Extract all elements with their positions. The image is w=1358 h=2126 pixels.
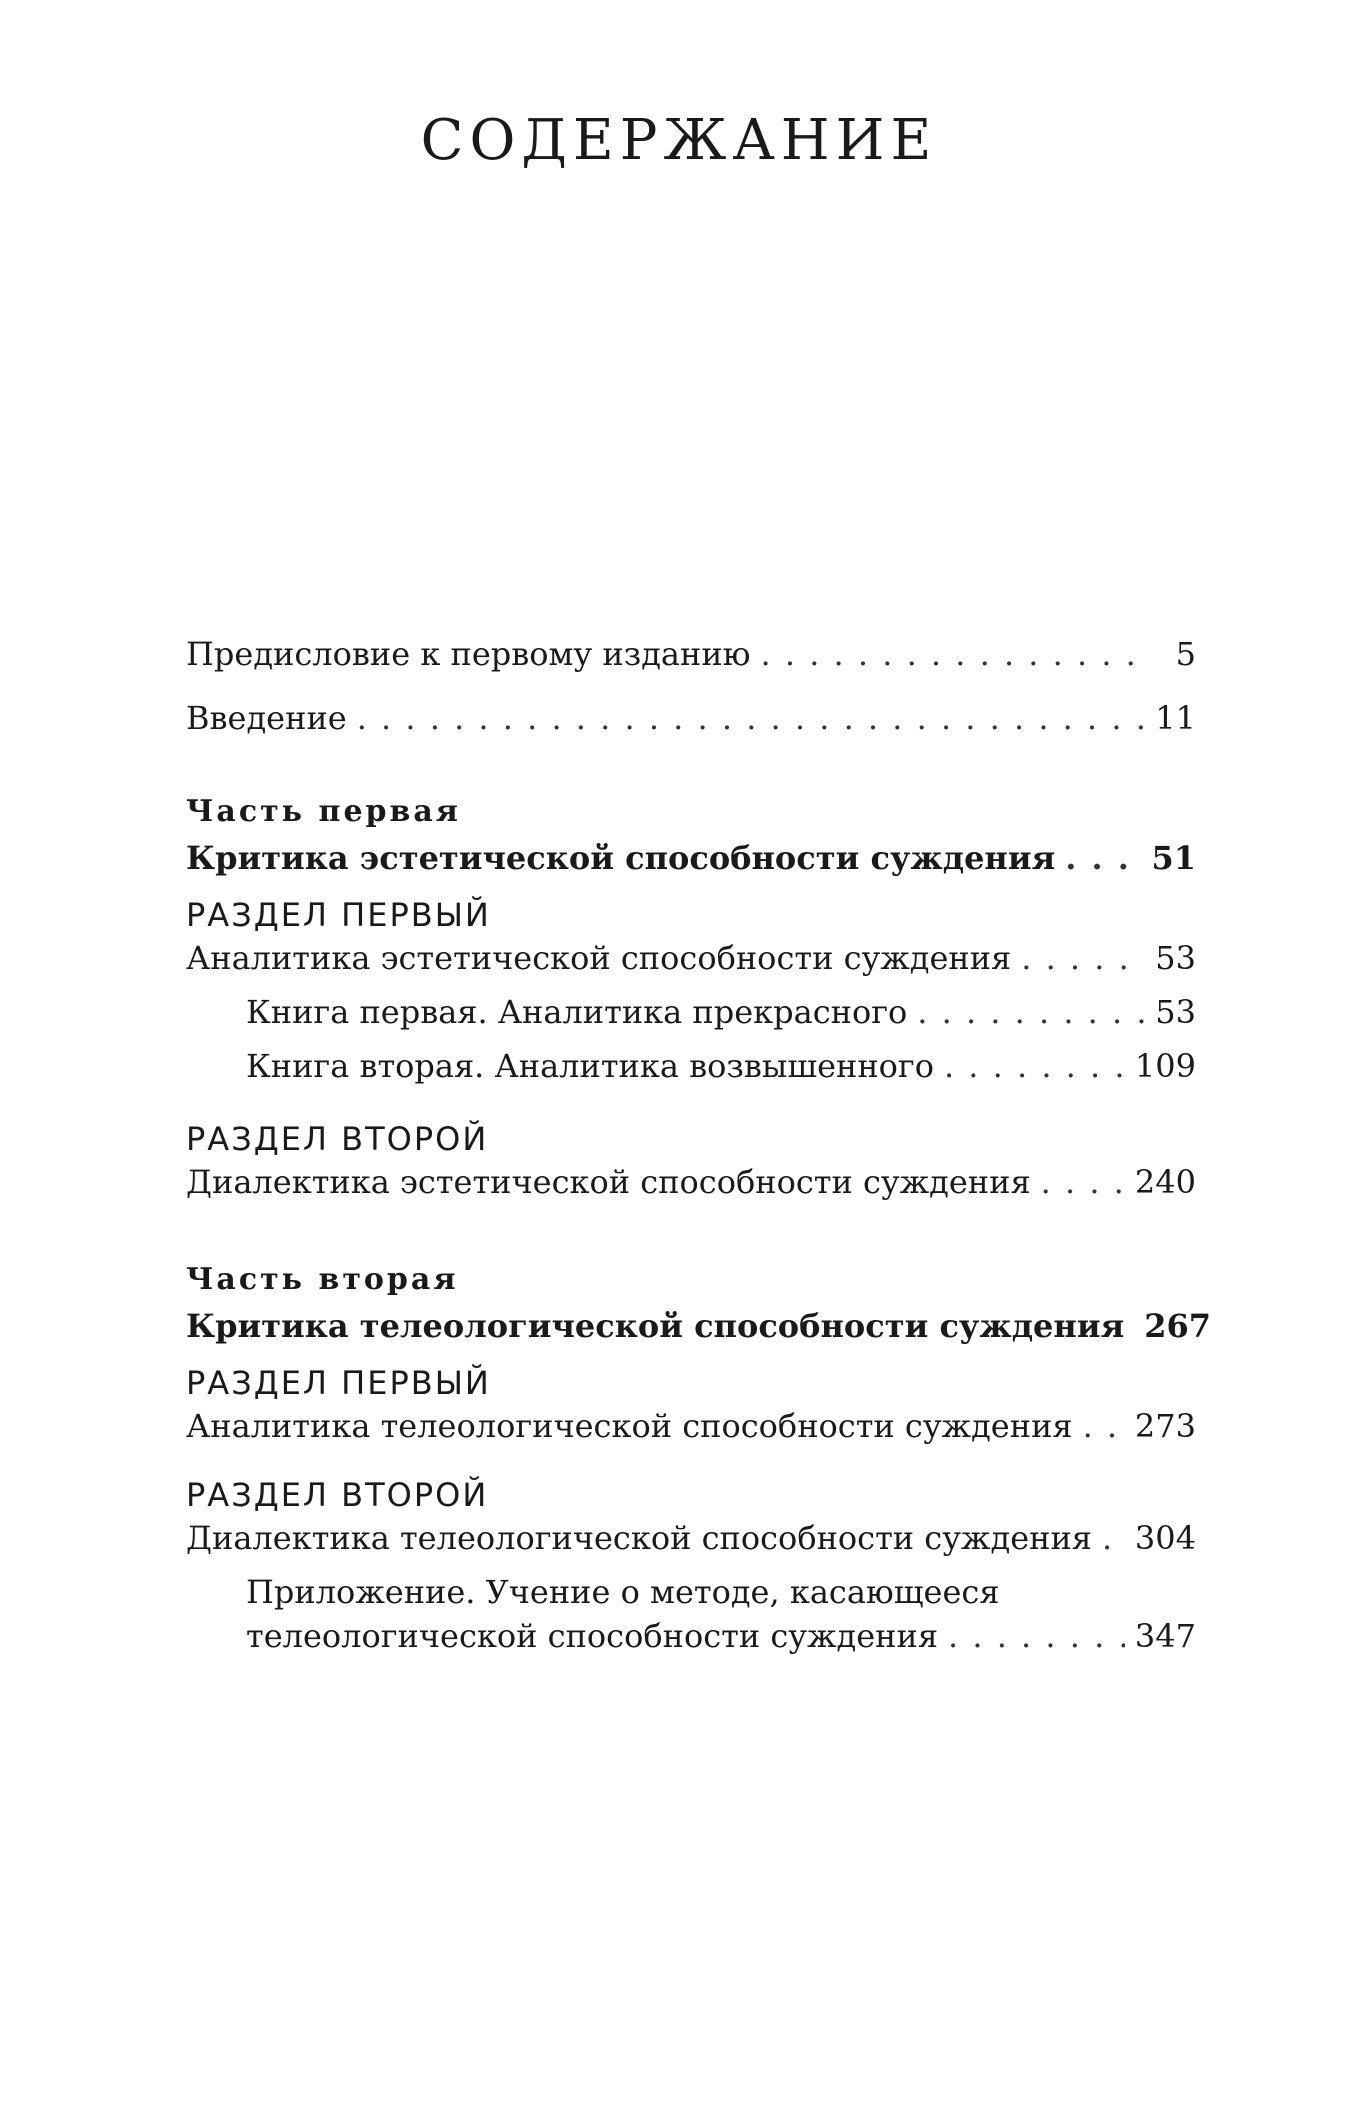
toc-entry-title: Книга первая. Аналитика прекрасного (246, 993, 908, 1031)
toc-entry-part2-section1[interactable] (186, 1404, 1196, 1448)
toc-page-number: 11 (1155, 699, 1196, 737)
toc-entry-title: Аналитика эстетической способности суждения (186, 939, 1012, 977)
toc-page-number: 51 (1151, 839, 1196, 877)
toc-entry-book1[interactable] (186, 990, 1196, 1034)
leader-dots (761, 632, 1147, 676)
toc-entry-title: Диалектика телеологической способности суждения (186, 1519, 1092, 1557)
section-label-1-1: РАЗДЕЛ ПЕРВЫЙ (186, 896, 491, 934)
toc-entry-intro[interactable] (186, 696, 1196, 740)
leader-dots (1065, 836, 1141, 880)
toc-entry-title: Введение (186, 699, 347, 737)
toc-page-number: 109 (1134, 1047, 1196, 1085)
toc-page-number: 53 (1155, 993, 1196, 1031)
toc-entry-title: Аналитика телеологической способности суждения (186, 1407, 1073, 1445)
leader-dots (1083, 1404, 1125, 1448)
leader-dots (357, 696, 1146, 740)
page-title: СОДЕРЖАНИЕ (420, 108, 938, 173)
toc-entry-part2-heading[interactable] (186, 1304, 1211, 1348)
toc-entry-part1-section2[interactable] (186, 1160, 1196, 1204)
toc-page-number: 267 (1144, 1307, 1211, 1345)
toc-entry-title: Предисловие к первому изданию (186, 635, 751, 673)
toc-entry-title-line2: телеологической способности суждения (246, 1617, 938, 1655)
leader-dots (948, 1614, 1125, 1658)
toc-page-number: 347 (1134, 1617, 1196, 1655)
toc-entry-book2[interactable] (186, 1044, 1196, 1088)
toc-entry-part1-heading[interactable] (186, 836, 1196, 880)
leader-dots (944, 1044, 1125, 1088)
toc-page-number: 273 (1134, 1407, 1196, 1445)
leader-dots (917, 990, 1145, 1034)
leader-dots (1102, 1516, 1125, 1560)
toc-entry-title: Диалектика эстетической способности суждения (186, 1163, 1031, 1201)
toc-entry-appendix[interactable] (186, 1570, 1196, 1658)
toc-entry-title-line1: Приложение. Учение о методе, касающееся (246, 1573, 1000, 1611)
part-label-2: Часть вторая (186, 1262, 459, 1297)
toc-page-number: 53 (1155, 939, 1196, 977)
toc-entry-title: Критика эстетической способности суждения (186, 839, 1056, 877)
section-label-1-2: РАЗДЕЛ ВТОРОЙ (186, 1120, 489, 1158)
section-label-2-2: РАЗДЕЛ ВТОРОЙ (186, 1476, 489, 1514)
toc-entry-title: Критика телеологической способности суждения (186, 1307, 1125, 1345)
leader-dots (1021, 936, 1145, 980)
toc-entry-part2-section2[interactable] (186, 1516, 1196, 1560)
table-of-contents (186, 632, 1211, 1658)
leader-dots (1041, 1160, 1125, 1204)
toc-page-number: 5 (1175, 635, 1196, 673)
toc-entry-preface[interactable] (186, 632, 1196, 676)
toc-page-number: 240 (1134, 1163, 1196, 1201)
section-label-2-1: РАЗДЕЛ ПЕРВЫЙ (186, 1364, 491, 1402)
toc-entry-title: Книга вторая. Аналитика возвышенного (246, 1047, 934, 1085)
toc-entry-part1-section1[interactable] (186, 936, 1196, 980)
toc-page-number: 304 (1134, 1519, 1196, 1557)
part-label-1: Часть первая (186, 794, 461, 829)
